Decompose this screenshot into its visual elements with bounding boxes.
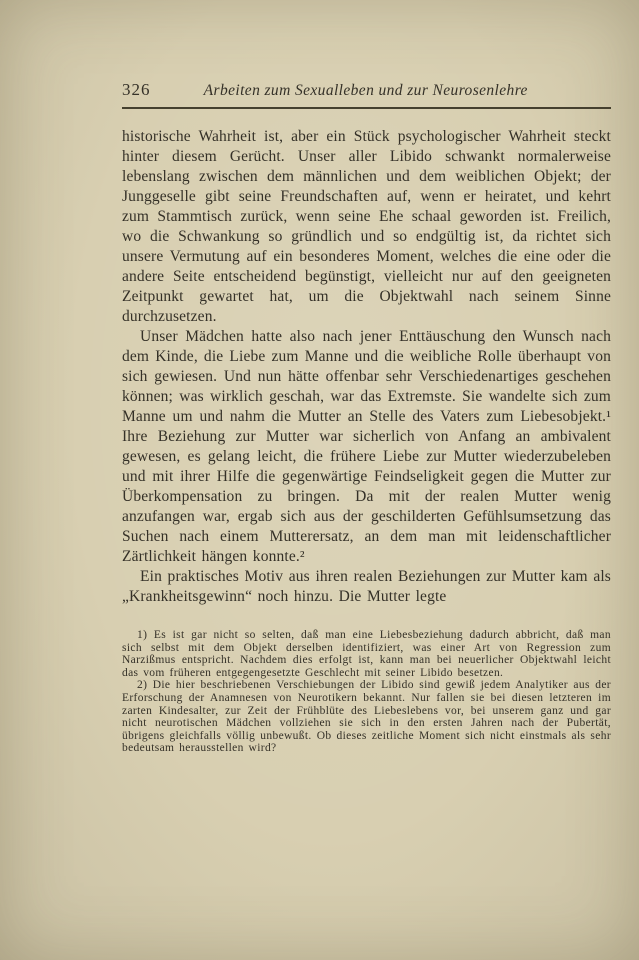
page-number: 326 bbox=[122, 80, 151, 99]
page-header bbox=[122, 80, 611, 109]
running-title: Arbeiten zum Sexualleben und zur Neurosenlehre bbox=[203, 82, 528, 99]
paragraph: Unser Mädchen hatte also nach jener Enttäuschung den Wunsch nach dem Kinde, die Liebe zum Manne und die weibliche Rolle überhaupt von sich gewiesen. Und nun hätte offenbar sehr Verschiedenartiges geschehen können; was wirklich geschah, war das Extremste. Sie wandelte sich zum Manne um und nahm die Mutter an Stelle des Vaters zum Liebesobjekt.¹ Ihre Beziehung zur Mutter war sicherlich von Anfang an ambivalent gewesen, es gelang leicht, die frühere Liebe zur Mutter wiederzubeleben und mit ihrer Hilfe die gegenwärtige Feindseligkeit gegen die Mutter zur Überkompensation zu bringen. Da mit der realen Mutter wenig anzufangen war, ergab sich aus der geschilderten Gefühlsumsetzung das Suchen nach einem Mutterersatz, an dem man mit leidenschaftlicher Zärtlichkeit hängen konnte.² bbox=[122, 328, 611, 565]
paragraph: Ein praktisches Motiv aus ihren realen Beziehungen zur Mutter kam als „Krankheitsgewinn“ noch hinzu. Die Mutter legte bbox=[122, 568, 611, 605]
footnote: 2) Die hier beschriebenen Verschiebungen der Libido sind gewiß jedem Analytiker aus der Erforschung der Anamnesen von Neurotikern bekannt. Nur fallen sie bei diesen letzteren im zarten Kindesalter, zur Zeit der Frühblüte des Liebeslebens vor, bei unserem ganz und gar nicht neurotischen Mädchen vollziehen sie sich in den ersten Jahren nach der Pubertät, übrigens gleichfalls völlig unbewußt. Ob dieses zeitliche Moment sich nicht einstmals als sehr bedeutsam herausstellen wird? bbox=[122, 679, 611, 755]
footnotes-section bbox=[122, 629, 611, 755]
footnote: 1) Es ist gar nicht so selten, daß man eine Liebesbeziehung dadurch abbricht, daß man sich selbst mit dem Objekt derselben identifiziert, was einer Art von Regression zum Narzißmus entspricht. Nachdem dies erfolgt ist, kann man bei neuerlicher Objektwahl leicht das vom früheren entgegengesetzte Geschlecht mit seiner Libido besetzen. bbox=[122, 629, 611, 679]
body-text bbox=[122, 127, 611, 607]
paragraph: historische Wahrheit ist, aber ein Stück psychologischer Wahrheit steckt hinter diesem Gerücht. Unser aller Libido schwankt normalerweise lebenslang zwischen dem männlichen und dem weiblichen Objekt; der Junggeselle gibt seine Freundschaften auf, wenn er heiratet, und kehrt zum Stammtisch zurück, wenn seine Ehe schaal geworden ist. Freilich, wo die Schwankung so gründlich und so endgültig ist, da richtet sich unsere Vermutung auf ein besonderes Moment, welches die eine oder die andere Seite entscheidend begünstigt, vielleicht nur auf den geeigneten Zeitpunkt gewartet hat, um die Objektwahl nach seinem Sinne durchzusetzen. bbox=[122, 128, 611, 325]
